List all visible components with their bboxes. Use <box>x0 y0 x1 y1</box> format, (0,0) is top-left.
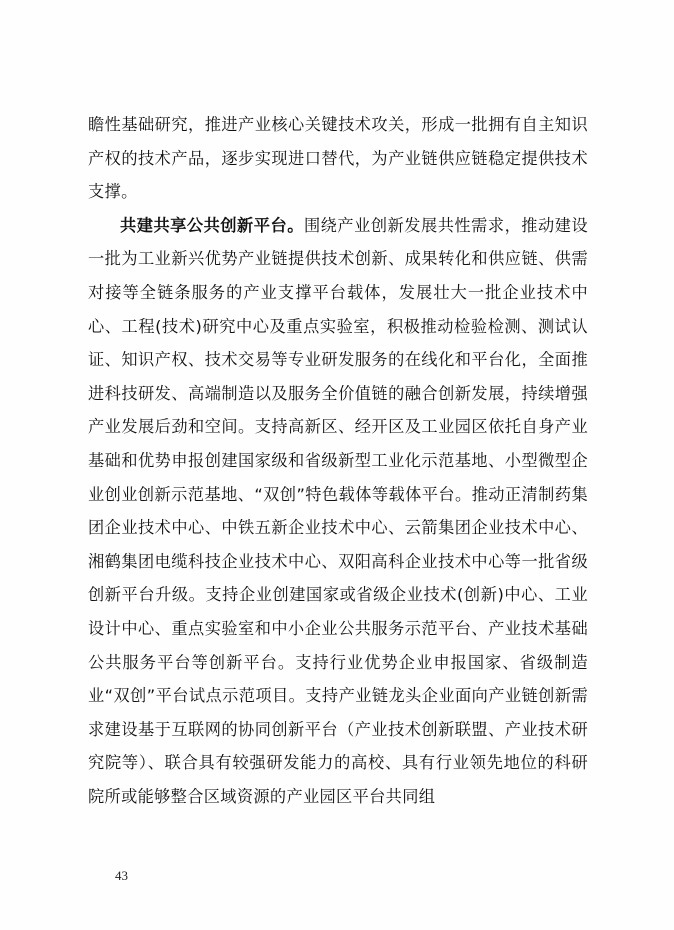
paragraph-body: 围绕产业创新发展共性需求，推动建设一批为工业新兴优势产业链提供技术创新、成果转化和供应链、供需对接等全链条服务的产业支撑平台载体，发展壮大一批企业技术中心、工程(技术)研究中心及重点实验室，积极推动检验检测、测试认证、知识产权、技术交易等专业研发服务的在线化和平台化，全面推进科技研发、高端制造以及服务全价值链的融合创新发展，持续增强产业发展后劲和空间。支持高新区、经开区及工业园区依托自身产业基础和优势申报创建国家级和省级新型工业化示范基地、小型微型企业创业创新示范基地、“双创”特色载体等载体平台。推动正清制药集团企业技术中心、中铁五新企业技术中心、云箭集团企业技术中心、湘鹤集团电缆科技企业技术中心、双阳高科企业技术中心等一批省级创新平台升级。支持企业创建国家或省级企业技术(创新)中心、工业设计中心、重点实验室和中小企业公共服务示范平台、产业技术基础公共服务平台等创新平台。支持行业优势企业申报国家、省级制造业“双创”平台试点示范项目。支持产业链龙头企业面向产业链创新需求建设基于互联网的协同创新平台（产业技术创新联盟、产业技术研究院等）、联合具有较强研发能力的高校、具有行业领先地位的科研院所或能够整合区域资源的产业园区平台共同组 <box>88 215 588 806</box>
paragraph-continuation: 瞻性基础研究，推进产业核心关键技术攻关，形成一批拥有自主知识产权的技术产品，逐步实现进口替代，为产业链供应链稳定提供技术支撑。 <box>88 115 588 202</box>
page-number: 43 <box>115 868 128 883</box>
paragraph-lead-heading: 共建共享公共创新平台。 <box>120 215 304 235</box>
paragraph-public-innovation-platform <box>88 209 588 814</box>
page-body-text <box>88 108 588 813</box>
